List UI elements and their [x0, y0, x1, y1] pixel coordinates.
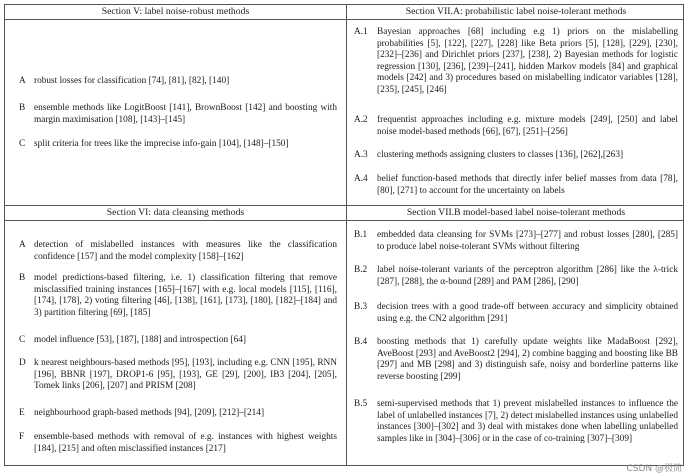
item-text: semi-supervised methods that 1) prevent mislabelled instances to influence the label of unlabelled instances [7], 2) detect mislabelled instances using unlabelled instances [300]–[302] and 3) deal with mistakes done when labelling unlabelled samples like in [304]–[306] or in the case of co-training [307]–[309]: [377, 399, 678, 444]
rule-middle-lower: [5, 220, 683, 221]
methods-table: [4, 4, 684, 466]
item-label: B.1: [354, 230, 368, 240]
item-text: split criteria for trees like the imprecise info-gain [104], [148]–[150]: [34, 139, 289, 149]
item-label: B.2: [354, 265, 368, 275]
section-v-item-a: [19, 76, 337, 88]
section-viia-item-a3: [354, 150, 678, 162]
item-label: F: [19, 432, 25, 442]
item-label: B: [19, 103, 26, 113]
item-text: ensemble methods like LogitBoost [141], BrownBoost [142] and boosting with margin maximisation [108], [143]–[145]: [34, 103, 337, 125]
rule-top-header: [5, 19, 683, 20]
section-viia-item-a2: [354, 115, 678, 138]
section-viia-title: Section VII.A: probabilistic label noise-tolerant methods: [405, 6, 627, 17]
item-text: clustering methods assigning clusters to classes [136], [262],[263]: [377, 150, 624, 160]
item-label: E: [19, 408, 25, 418]
section-viib-item-b2: [354, 265, 678, 288]
section-vi-item-d: [19, 358, 337, 393]
item-label: B.4: [354, 337, 368, 347]
column-divider: [346, 5, 347, 465]
item-text: ensemble-based methods with removal of e.g. instances with highest weights [184], [215] and often misclassified instances [217]: [34, 432, 337, 454]
section-vi-item-f: [19, 432, 337, 455]
item-label: B: [19, 273, 26, 283]
watermark-text: CSDN @极简: [626, 464, 682, 474]
section-vi-item-c: [19, 335, 337, 347]
item-text: label noise-tolerant variants of the perceptron algorithm [286] like the λ-trick [287], [288], the α-bound [289] and PAM [286], [290]: [377, 265, 678, 287]
section-v-item-c: [19, 139, 337, 151]
item-text: belief function-based methods that directly infer belief masses from data [78], [80], [271] to account for the uncertainty on labels: [377, 174, 678, 196]
section-viib-item-b4: [354, 337, 678, 383]
section-viib-title: Section VII.B model-based label noise-tolerant methods: [406, 207, 626, 218]
section-viib-item-b1: [354, 230, 678, 253]
item-text: k nearest neighbours-based methods [95], [193], including e.g. CNN [195], RNN [196], BBNR [197], DROP1-6 [95], [193], GE [29], [200], IB3 [204], [205], Tomek links [206], [207] and PRISM [208]: [34, 358, 337, 392]
item-label: C: [19, 335, 26, 345]
section-vi-item-b: [19, 273, 337, 319]
item-label: D: [19, 358, 26, 368]
section-vi-title: Section VI: data cleansing methods: [106, 207, 245, 218]
item-label: A: [19, 240, 26, 250]
item-text: embedded data cleansing for SVMs [273]–[277] and robust losses [280], [285] to produce label noise-tolerant SVMs without filtering: [377, 230, 678, 252]
section-viia-item-a1: [354, 27, 678, 97]
item-text: model influence [53], [187], [188] and introspection [64]: [34, 335, 246, 345]
item-text: boosting methods that 1) carefully update weights like MadaBoost [292], AveBoost [293] and AveBoost2 [294], 2) combine bagging and boosting like BB [297] and MB [298] and 3) distinguish safe, noisy and borderline patterns like reverse boosting [299]: [377, 337, 678, 382]
section-viia-item-a4: [354, 174, 678, 197]
item-label: A.1: [354, 27, 368, 37]
section-v-item-b: [19, 103, 337, 126]
item-label: B.5: [354, 399, 368, 409]
item-label: A.4: [354, 174, 368, 184]
section-vi-item-a: [19, 240, 337, 263]
item-text: detection of mislabelled instances with measures like the classification confidence [157] and the model complexity [158]–[162]: [34, 240, 337, 262]
item-label: A.2: [354, 115, 368, 125]
item-label: A.3: [354, 150, 368, 160]
item-label: C: [19, 139, 26, 149]
section-viib-item-b5: [354, 399, 678, 445]
item-text: frequentist approaches including e.g. mixture models [249], [250] and label noise model-based methods [66], [67], [251]–[256]: [377, 115, 678, 137]
item-label: A: [19, 76, 26, 86]
item-text: model predictions-based filtering, i.e. 1) classification filtering that remove misclassified training instances [165]–[167] with e.g. local models [115], [116], [174], [178], 2) voting filtering [46], [138], [161], [173], [180], [182]–[184] and 3) partition filtering [69], [185]: [34, 273, 337, 318]
section-vi-item-e: [19, 408, 337, 420]
item-text: decision trees with a good trade-off between accuracy and simplicity obtained using e.g. the CN2 algorithm [291]: [377, 302, 678, 324]
item-label: B.3: [354, 302, 368, 312]
item-text: neighbourhood graph-based methods [94], [209], [212]–[214]: [34, 408, 265, 418]
item-text: Bayesian approaches [68] including e.g 1) priors on the mislabelling probabilities [5], [122], [227], [228] like Beta priors [5], [128], [229], [230], [232]–[236] and Dirichlet priors [237], [238], 2) Bayesian methods for logistic regression [130], [236], [239]–[241], hidden Markov models [84] and graphical models [242] and 3) procedures based on mislabelling indicator variables [128], [235], [245], [246]: [377, 27, 678, 95]
section-viib-item-b3: [354, 302, 678, 325]
item-text: robust losses for classification [74], [81], [82], [140]: [34, 76, 230, 86]
section-v-title: Section V: label noise-robust methods: [101, 6, 250, 17]
